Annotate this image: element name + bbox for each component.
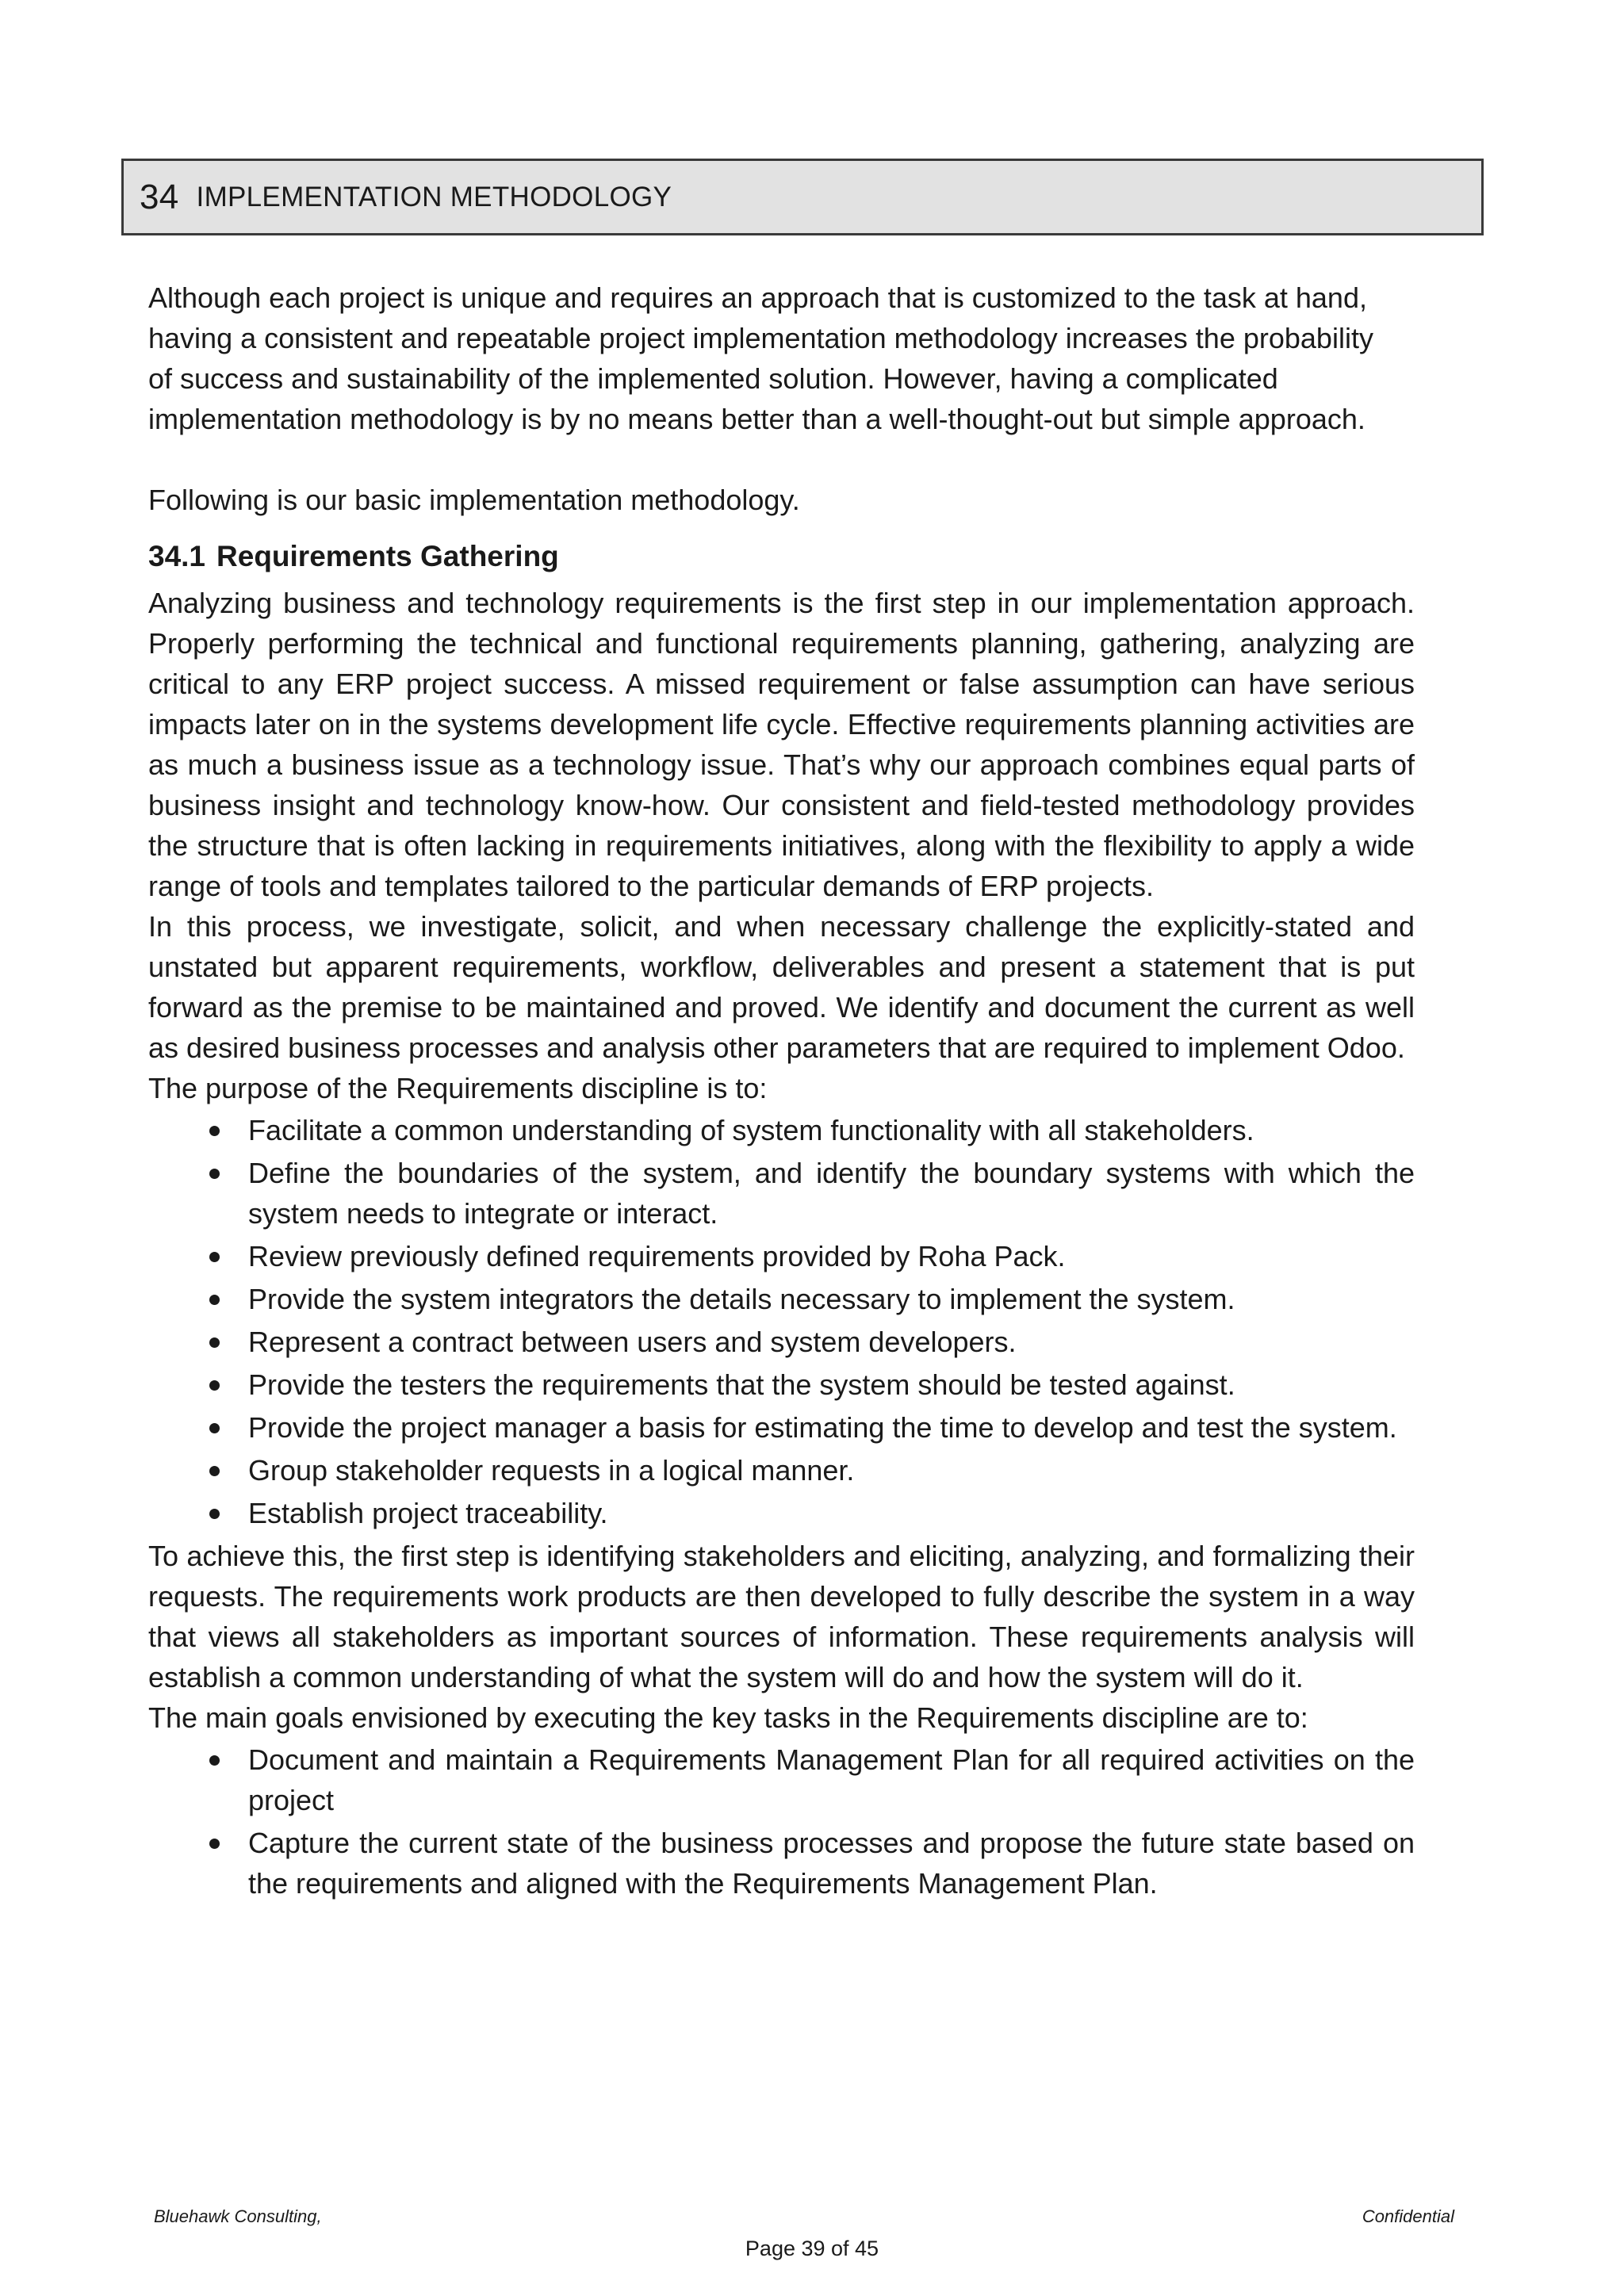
list-item: Facilitate a common understanding of system functionality with all stakeholders. <box>148 1110 1415 1150</box>
goals-list <box>148 1739 1415 1904</box>
bullet-icon <box>209 1755 220 1766</box>
section-heading-box <box>121 159 1484 235</box>
purpose-list <box>148 1110 1415 1533</box>
list-item: Define the boundaries of the system, and identify the boundary systems with which the system needs to integrate or interact. <box>148 1153 1415 1234</box>
list-item: Provide the testers the requirements that the system should be tested against. <box>148 1364 1415 1405</box>
list-item: Represent a contract between users and system developers. <box>148 1322 1415 1362</box>
section-number: 34 <box>140 177 179 216</box>
list-item: Document and maintain a Requirements Management Plan for all required activities on the project <box>148 1739 1415 1820</box>
bullet-icon <box>209 1169 220 1179</box>
list-item: Group stakeholder requests in a logical manner. <box>148 1450 1415 1490</box>
bullet-icon <box>209 1295 220 1305</box>
bullet-icon <box>209 1466 220 1476</box>
list-item: Provide the project manager a basis for estimating the time to develop and test the system. <box>148 1407 1415 1448</box>
intro-followup: Following is our basic implementation methodology. <box>148 484 800 516</box>
subsection-heading <box>148 536 1415 576</box>
list-item: Establish project traceability. <box>148 1493 1415 1533</box>
subsection-number: 34.1 <box>148 540 206 572</box>
main-content <box>148 277 1415 1906</box>
section-title: IMPLEMENTATION METHODOLOGY <box>196 181 672 212</box>
bullet-icon <box>209 1126 220 1136</box>
bullet-icon <box>209 1839 220 1849</box>
goals-intro: The main goals envisioned by executing the key tasks in the Requirements discipline are to: <box>148 1701 1308 1734</box>
requirements-paragraph: Analyzing business and technology requirements is the first step in our implementation approach. Properly performing the technical and functional requirements planning, gathering, analyzing are critical to any ERP project success. A missed requirement or false assumption can have serious impacts later on in the systems development life cycle. Effective requirements planning activities are as much a business issue as a technology issue. That’s why our approach combines equal parts of business insight and technology know-how. Our consistent and field-tested methodology provides the structure that is often lacking in requirements initiatives, along with the flexibility to apply a wide range of tools and templates tailored to the particular demands of ERP projects. <box>148 587 1415 902</box>
bullet-icon <box>209 1509 220 1519</box>
list-item: Provide the system integrators the details necessary to implement the system. <box>148 1279 1415 1319</box>
intro-paragraph: Although each project is unique and requires an approach that is customized to the task at hand, having a consistent and repeatable project implementation methodology increases the probability of success and sustainability of the implemented solution. However, having a complicated implementation methodology is by no means better than a well-thought-out but simple approach. <box>148 281 1373 435</box>
bullet-icon <box>209 1423 220 1433</box>
page-number: Page 39 of 45 <box>745 2237 879 2260</box>
bullet-icon <box>209 1380 220 1391</box>
footer-company: Bluehawk Consulting, <box>154 2206 322 2226</box>
subsection-title: Requirements Gathering <box>216 540 559 572</box>
list-item: Capture the current state of the business processes and propose the future state based on the requirements and aligned with the Requirements Management Plan. <box>148 1823 1415 1904</box>
list-item: Review previously defined requirements provided by Roha Pack. <box>148 1236 1415 1276</box>
purpose-intro: The purpose of the Requirements discipline is to: <box>148 1072 768 1104</box>
bullet-icon <box>209 1337 220 1348</box>
achieve-paragraph: To achieve this, the first step is identifying stakeholders and eliciting, analyzing, and formalizing their requests. The requirements work products are then developed to fully describe the system in a way that views all stakeholders as important sources of information. These requirements analysis will establish a common understanding of what the system will do and how the system will do it. <box>148 1540 1415 1693</box>
process-paragraph: In this process, we investigate, solicit, and when necessary challenge the explicitly-stated and unstated but apparent requirements, workflow, deliverables and present a statement that is put forward as the premise to be maintained and proved. We identify and document the current as well as desired business processes and analysis other parameters that are required to implement Odoo. <box>148 910 1415 1064</box>
bullet-icon <box>209 1252 220 1262</box>
footer-classification: Confidential <box>1362 2206 1454 2226</box>
